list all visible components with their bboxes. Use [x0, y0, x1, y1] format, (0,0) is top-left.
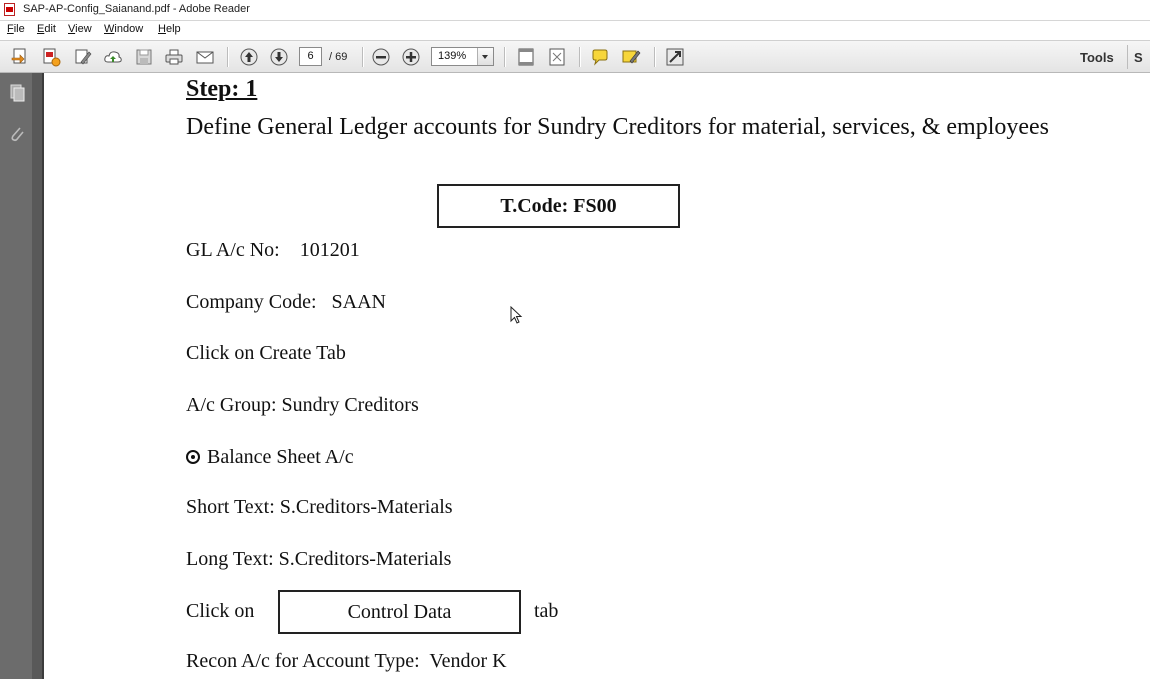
toolbar-separator: [227, 47, 229, 67]
menu-help[interactable]: Help: [158, 23, 181, 35]
highlighter-icon: [621, 47, 641, 67]
fit-page-icon: [516, 47, 536, 67]
pdf-page: [44, 73, 1150, 679]
save-icon: [134, 47, 154, 67]
menu-file[interactable]: File: [7, 23, 25, 35]
zoom-select[interactable]: [431, 47, 494, 66]
recon-account-line: Recon A/c for Account Type: Vendor K: [186, 650, 507, 672]
edit-pdf-button[interactable]: [72, 47, 94, 67]
short-text-line: Short Text: S.Creditors-Materials: [186, 496, 453, 518]
navigation-pane: [0, 73, 44, 679]
gl-account-line: GL A/c No: 101201: [186, 239, 360, 261]
menu-window[interactable]: Window: [104, 23, 144, 35]
tab-label: tab: [534, 600, 559, 622]
tcode-box: T.Code: FS00: [437, 184, 680, 228]
tools-pane-button[interactable]: Tools: [1080, 50, 1114, 65]
arrow-up-icon: [239, 47, 259, 67]
fit-page-button[interactable]: [515, 47, 537, 67]
create-tab-line: Click on Create Tab: [186, 342, 346, 364]
full-screen-button[interactable]: [546, 47, 568, 67]
window-title: SAP-AP-Config_Saianand.pdf - Adobe Reader: [23, 3, 250, 15]
toolbar-separator: [654, 47, 656, 67]
open-file-button[interactable]: [9, 47, 31, 67]
print-button[interactable]: [163, 47, 185, 67]
menu-edit[interactable]: Edit: [37, 23, 56, 35]
chevron-down-icon[interactable]: [477, 48, 493, 65]
expand-arrows-icon: [665, 47, 685, 67]
create-pdf-button[interactable]: [40, 47, 62, 67]
menu-view[interactable]: View: [68, 23, 92, 35]
menu-bar: [0, 21, 1150, 39]
toolbar-separator: [1127, 45, 1128, 69]
account-group-line: A/c Group: Sundry Creditors: [186, 394, 419, 416]
document-view[interactable]: [44, 73, 1150, 679]
cloud-upload-icon: [103, 47, 123, 67]
zoom-in-button[interactable]: [400, 47, 422, 67]
sticky-note-icon: [590, 47, 610, 67]
edit-pdf-icon: [73, 47, 93, 67]
page-thumbnails-icon[interactable]: [7, 83, 27, 103]
adobe-reader-icon: [4, 3, 15, 16]
open-file-icon: [10, 47, 30, 67]
toolbar-separator: [362, 47, 364, 67]
envelope-icon: [195, 47, 215, 67]
mouse-cursor-icon: [510, 306, 524, 326]
page-total: / 69: [329, 51, 348, 63]
comment-button[interactable]: [589, 47, 611, 67]
long-text-line: Long Text: S.Creditors-Materials: [186, 548, 452, 570]
zoom-value: 139%: [438, 50, 467, 62]
toolbar: [0, 40, 1150, 73]
expand-icon: [547, 47, 567, 67]
step-heading: Step: 1: [186, 76, 258, 102]
plus-icon: [401, 47, 421, 67]
paperclip-icon[interactable]: [7, 124, 27, 144]
balance-sheet-label: Balance Sheet A/c: [207, 446, 354, 468]
next-page-button[interactable]: [268, 47, 290, 67]
balance-sheet-line: [186, 446, 354, 469]
upload-button[interactable]: [102, 47, 124, 67]
navigation-strip: [0, 73, 32, 679]
company-code-line: Company Code: SAAN: [186, 291, 386, 313]
highlight-button[interactable]: [620, 47, 642, 67]
previous-page-button[interactable]: [238, 47, 260, 67]
sign-pane-button[interactable]: S: [1134, 50, 1143, 65]
zoom-out-button[interactable]: [370, 47, 392, 67]
printer-icon: [164, 47, 184, 67]
read-mode-button[interactable]: [664, 47, 686, 67]
minus-icon: [371, 47, 391, 67]
create-pdf-icon: [41, 47, 61, 67]
control-data-box: Control Data: [278, 590, 521, 634]
page-number-input[interactable]: 6: [299, 47, 322, 66]
title-bar: [0, 0, 1150, 21]
email-button[interactable]: [194, 47, 216, 67]
click-on-label: Click on: [186, 600, 255, 622]
radio-selected-icon: [186, 450, 200, 464]
arrow-down-icon: [269, 47, 289, 67]
toolbar-separator: [579, 47, 581, 67]
step-description: Define General Ledger accounts for Sundry Creditors for material, services, & employees: [186, 114, 1050, 140]
save-button[interactable]: [133, 47, 155, 67]
toolbar-separator: [504, 47, 506, 67]
